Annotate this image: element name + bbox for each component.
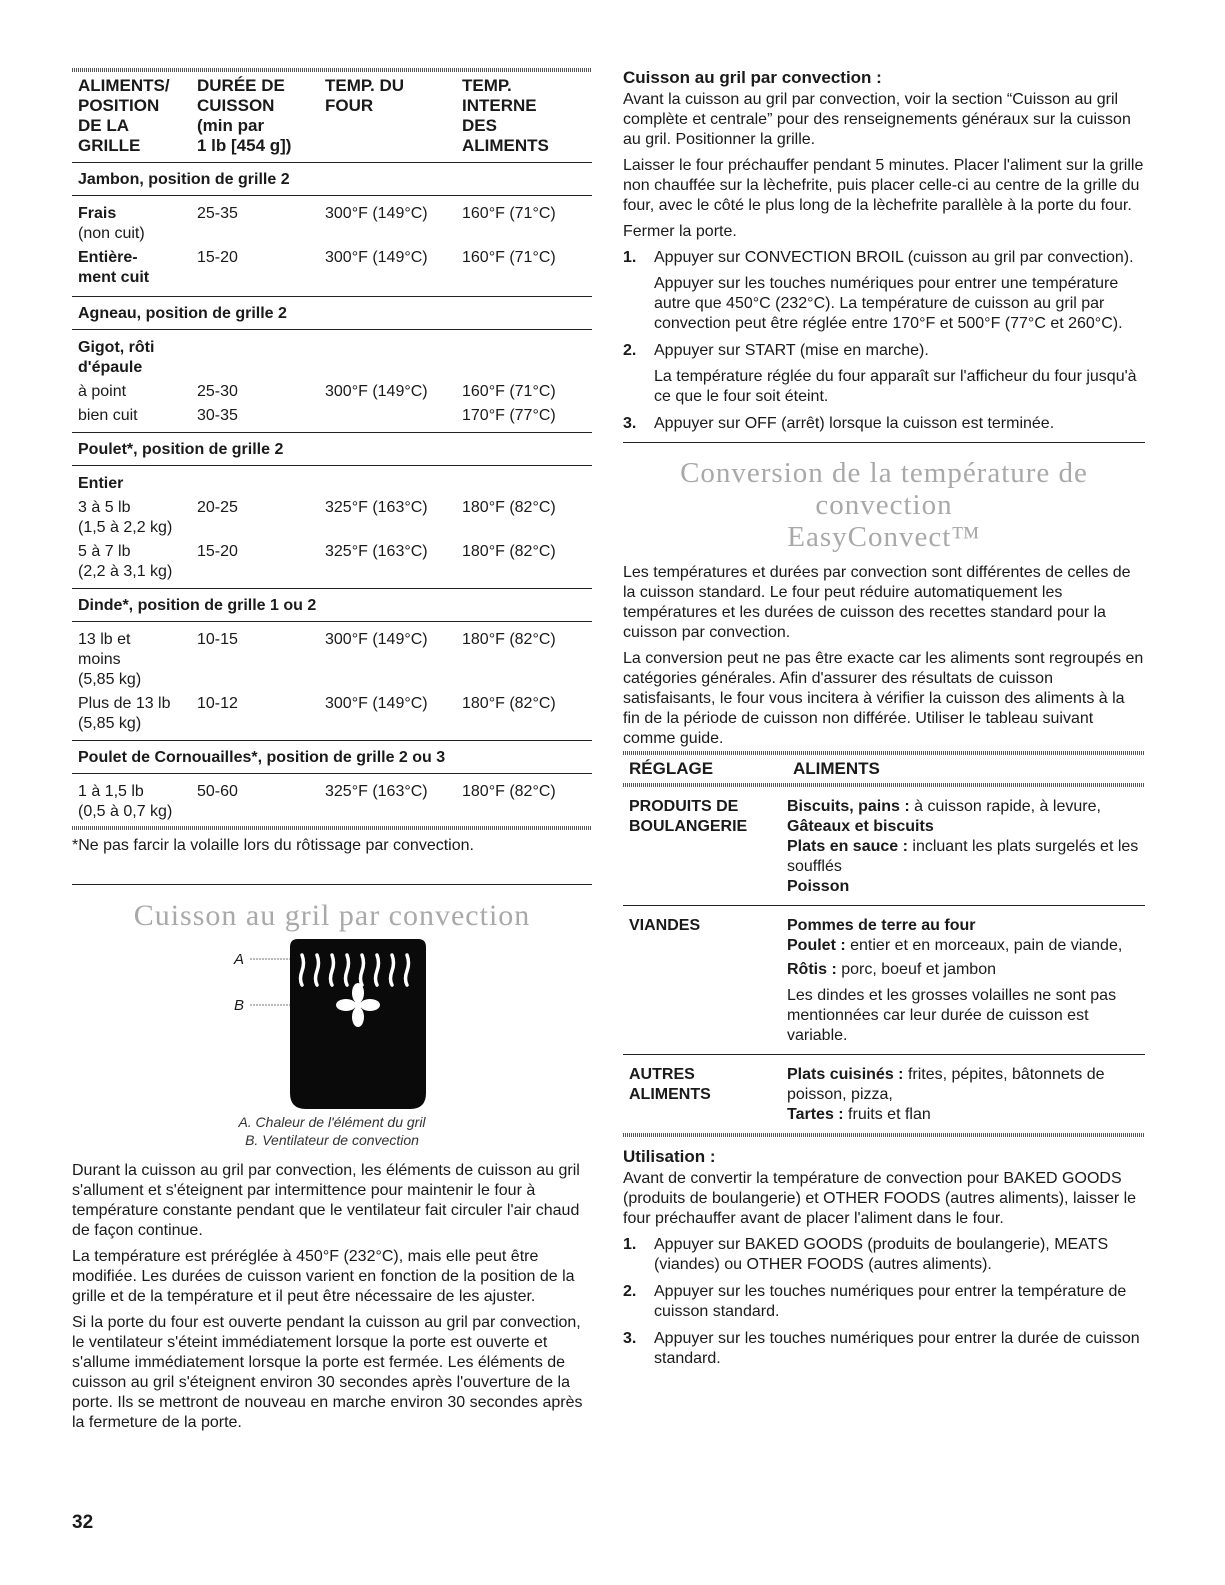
section-title: Cuisson au gril par convection xyxy=(133,899,531,932)
broil-steps xyxy=(623,248,1145,434)
header-setting: RÉGLAGE xyxy=(629,759,714,778)
left-column xyxy=(72,68,592,1439)
right-column xyxy=(623,68,1145,1376)
table-row xyxy=(72,628,592,692)
header-food: ALIMENTS/ POSITION DE LA GRILLE xyxy=(78,76,170,155)
food-item: Plats cuisinés : frites, pépites, bâtonnets de poisson, pizza, xyxy=(787,1066,1105,1103)
paragraph: Durant la cuisson au gril par convection, les éléments de cuisson au gril s'allument et s'éteignent par intermittence pour maintenir le four à température constante pendant que le ventilateur fait circuler l'air chaud de façon continue. xyxy=(72,1162,580,1239)
table-footnote: *Ne pas farcir la volaille lors du rôtissage par convection. xyxy=(72,837,474,854)
internal-temp: 180°F (82°C) xyxy=(462,499,556,516)
food-note: ment cuit xyxy=(78,269,150,286)
list-item: 1. Appuyer sur CONVECTION BROIL (cuisson au gril par convection). Appuyer sur les touches numériques pour entrer une température autre que 450°C (232°C). La température de cuisson au gril par convection peut être réglée entre 170°F et 500°F (77°C et 260°C). xyxy=(623,249,1134,332)
table-bottom-rule xyxy=(623,1133,1145,1137)
table-section-header: Poulet de Cornouailles*, position de grille 2 ou 3 xyxy=(72,741,592,774)
cook-time: 25-30 xyxy=(197,383,238,400)
cook-time: 30-35 xyxy=(197,407,238,424)
oven-temp: 325°F (163°C) xyxy=(325,543,428,560)
internal-temp: 180°F (82°C) xyxy=(462,631,556,648)
internal-temp: 180°F (82°C) xyxy=(462,543,556,560)
table-row xyxy=(72,540,592,589)
list-item: 3. Appuyer sur OFF (arrêt) lorsque la cuisson est terminée. xyxy=(623,415,1055,432)
paragraph: Avant de convertir la température de convection pour BAKED GOODS (produits de boulangerie) et OTHER FOODS (autres aliments), laisser le four préchauffer avant de placer l'aliment dans le four. xyxy=(623,1170,1137,1227)
food-note: bien cuit xyxy=(78,407,138,424)
food-note: (non cuit) xyxy=(78,225,145,242)
setting-category: PRODUITS DE BOULANGERIE xyxy=(623,787,787,906)
list-item: 2. Appuyer sur START (mise en marche). La température réglée du four apparaît sur l'afficheur du four jusqu'à ce que le four soit éteint. xyxy=(623,342,1137,405)
header-oven-temp: TEMP. DU FOUR xyxy=(325,76,405,115)
food-item: Pommes de terre au four xyxy=(787,917,976,934)
table-section-header: Agneau, position de grille 2 xyxy=(72,297,592,330)
food-note: 5 à 7 lb (2,2 à 3,1 kg) xyxy=(78,543,173,580)
food-note: 13 lb et moins (5,85 kg) xyxy=(78,631,142,688)
paragraph: La conversion peut ne pas être exacte car les aliments sont regroupés en catégories générales. Afin d'assurer des résultats de cuisson satisfaisants, le four vous incitera à vérifier la cuisson des aliments à la fin de la période de cuisson non différée. Utiliser le tableau suivant comme guide. xyxy=(623,650,1144,747)
header-foods: ALIMENTS xyxy=(793,759,880,778)
food-name: Entier xyxy=(78,475,124,492)
usage-heading: Utilisation : xyxy=(623,1147,716,1166)
table-row xyxy=(623,1055,1145,1134)
oven-temp: 325°F (163°C) xyxy=(325,499,428,516)
oven-illustration xyxy=(72,933,592,1113)
table-section-header: Jambon, position de grille 2 xyxy=(72,163,592,196)
table-row xyxy=(72,496,592,540)
cook-time: 15-20 xyxy=(197,249,238,266)
list-item: 2. Appuyer sur les touches numériques pour entrer la température de cuisson standard. xyxy=(623,1283,1127,1320)
header-internal-temp: TEMP. INTERNE DES ALIMENTS xyxy=(462,76,549,155)
paragraph: Les températures et durées par convection sont différentes de celles de la cuisson standard. Le four peut réduire automatiquement les températures et les durées de cuisson des recettes standard pour la cuisson par convection. xyxy=(623,564,1131,641)
table-row xyxy=(72,246,592,297)
table-header-row xyxy=(72,72,592,163)
convection-broil-heading: Cuisson au gril par convection : xyxy=(623,68,882,87)
food-name: Gigot, rôti xyxy=(78,339,155,356)
food-item: Rôtis : porc, boeuf et jambon xyxy=(787,961,996,978)
table-row xyxy=(72,202,592,246)
food-item: Poisson xyxy=(787,878,850,895)
conversion-subtitle: EasyConvect™ xyxy=(787,521,981,553)
food-item: Plats en sauce : incluant les plats surgelés et les soufflés xyxy=(787,838,1139,875)
internal-temp: 160°F (71°C) xyxy=(462,383,556,400)
cook-time: 25-35 xyxy=(197,205,238,222)
food-note: 3 à 5 lb (1,5 à 2,2 kg) xyxy=(78,499,173,536)
usage-steps xyxy=(623,1235,1145,1369)
oven-temp: 300°F (149°C) xyxy=(325,695,428,712)
internal-temp: 160°F (71°C) xyxy=(462,249,556,266)
oven-temp xyxy=(325,404,462,433)
oven-temp: 300°F (149°C) xyxy=(325,249,428,266)
paragraph: Si la porte du four est ouverte pendant la cuisson au gril par convection, le ventilateur s'éteint immédiatement lorsque la porte est ouverte et s'allume immédiatement lorsque la porte est fermée. Les éléments de cuisson au gril s'éteignent environ 30 secondes après l'ouverture de la porte. Ils se mettront de nouveau en marche environ 30 secondes après la fermeture de la porte. xyxy=(72,1314,583,1431)
table-row xyxy=(623,787,1145,906)
table-row xyxy=(72,336,592,380)
paragraph: Avant la cuisson au gril par convection, voir la section “Cuisson au gril complète et centrale” pour des renseignements généraux sur la cuisson au gril. Positionner la grille. xyxy=(623,91,1131,148)
food-name: Entière- xyxy=(78,249,138,266)
cook-time: 10-15 xyxy=(197,631,238,648)
paragraph: Fermer la porte. xyxy=(623,223,737,240)
table-row xyxy=(623,906,1145,1055)
cook-time: 10-12 xyxy=(197,695,238,712)
oven-temp: 300°F (149°C) xyxy=(325,205,428,222)
list-item: 3. Appuyer sur les touches numériques pour entrer la durée de cuisson standard. xyxy=(623,1330,1140,1367)
label-b: B xyxy=(234,997,245,1014)
oven-temp: 300°F (149°C) xyxy=(325,631,428,648)
table-header-row xyxy=(623,755,1145,783)
food-note: d'épaule xyxy=(78,359,143,376)
food-name: Frais xyxy=(78,205,117,222)
paragraph: La température est préréglée à 450°F (232°C), mais elle peut être modifiée. Les durées de cuisson varient en fonction de la position de la grille et de la température et il peut être nécessaire de les ajuster. xyxy=(72,1248,575,1305)
internal-temp: 170°F (77°C) xyxy=(462,407,556,424)
paragraph: Laisser le four préchauffer pendant 5 minutes. Placer l'aliment sur la grille non chauffée sur la lèchefrite, puis placer celle-ci au centre de la grille du four, avec le côté le plus long de la lèchefrite parallèle à la porte du four. xyxy=(623,157,1144,214)
table-section-header: Dinde*, position de grille 1 ou 2 xyxy=(72,589,592,622)
header-time: DURÉE DE CUISSON (min par 1 lb [454 g]) xyxy=(197,76,292,155)
table-row xyxy=(72,692,592,741)
internal-temp: 160°F (71°C) xyxy=(462,205,556,222)
cook-time: 20-25 xyxy=(197,499,238,516)
table-row xyxy=(72,472,592,496)
food-item: Tartes : fruits et flan xyxy=(787,1106,931,1123)
table-row xyxy=(72,380,592,404)
setting-category: AUTRES ALIMENTS xyxy=(629,1066,711,1103)
table-row xyxy=(72,404,592,433)
label-a: A xyxy=(234,951,245,968)
food-item: Biscuits, pains : à cuisson rapide, à levure, xyxy=(787,798,1101,815)
food-note: Plus de 13 lb (5,85 kg) xyxy=(78,695,171,732)
table-row xyxy=(72,780,592,826)
caption-a: A. Chaleur de l'élément du gril xyxy=(238,1114,426,1130)
caption-b: B. Ventilateur de convection xyxy=(245,1132,419,1148)
page-number: 32 xyxy=(72,1512,94,1533)
setting-category: VIANDES xyxy=(623,906,787,1055)
section-divider xyxy=(623,442,1145,443)
oven-temp: 300°F (149°C) xyxy=(325,383,428,400)
cook-time-table xyxy=(72,72,592,826)
conversion-title: Conversion de la température de convection xyxy=(680,457,1088,521)
food-item: Poulet : entier et en morceaux, pain de viande, xyxy=(787,937,1123,954)
food-note: 1 à 1,5 lb (0,5 à 0,7 kg) xyxy=(78,783,173,820)
food-item: Les dindes et les grosses volailles ne sont pas mentionnées car leur durée de cuisson est variable. xyxy=(787,987,1117,1044)
oven-temp: 325°F (163°C) xyxy=(325,783,428,800)
internal-temp: 180°F (82°C) xyxy=(462,695,556,712)
cook-time: 50-60 xyxy=(197,783,238,800)
section-divider xyxy=(72,884,592,885)
cook-time: 15-20 xyxy=(197,543,238,560)
conversion-table xyxy=(623,755,1145,1133)
broil-diagram xyxy=(72,933,592,1113)
table-section-header: Poulet*, position de grille 2 xyxy=(72,433,592,466)
food-item: Gâteaux et biscuits xyxy=(787,818,934,835)
list-item: 1. Appuyer sur BAKED GOODS (produits de boulangerie), MEATS (viandes) ou OTHER FOODS (autres aliments). xyxy=(623,1236,1109,1273)
food-note: à point xyxy=(78,383,127,400)
internal-temp: 180°F (82°C) xyxy=(462,783,556,800)
